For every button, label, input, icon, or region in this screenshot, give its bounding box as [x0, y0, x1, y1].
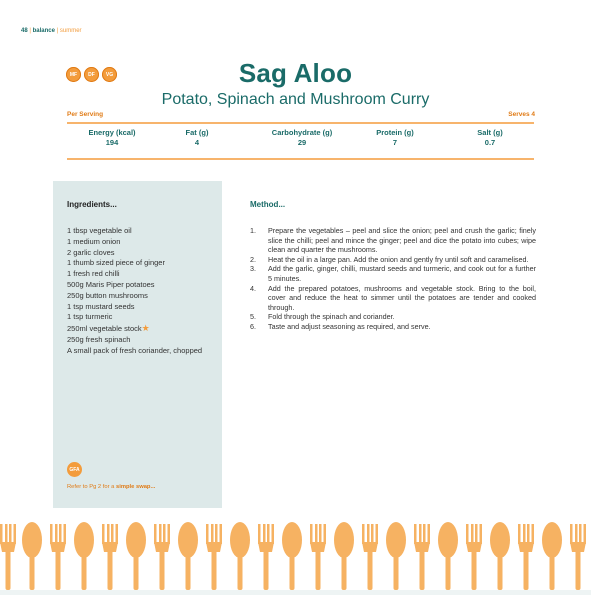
nutrition-label: Fat (g): [185, 128, 209, 137]
spoon-icon: [74, 522, 94, 590]
ingredient-item: 1 fresh red chilli: [67, 269, 120, 279]
step-number: 4.: [250, 283, 256, 293]
fork-icon: [50, 524, 66, 590]
fork-icon: [154, 524, 170, 590]
spoon-icon: [126, 522, 146, 590]
ingredient-item: 1 tsp turmeric: [67, 312, 113, 322]
spoon-icon: [22, 522, 42, 590]
nutrition-label: Salt (g): [477, 128, 503, 137]
fork-icon: [362, 524, 378, 590]
spoon-icon: [438, 522, 458, 590]
ingredient-item: 250g button mushrooms: [67, 290, 148, 300]
method-step: [250, 255, 536, 265]
gluten-free-adaptable-badge: GFA: [67, 462, 82, 477]
step-text: Taste and adjust seasoning as required, and serve.: [268, 321, 431, 331]
ingredient-item: 500g Maris Piper potatoes: [67, 279, 155, 289]
step-text: Fold through the spinach and coriander.: [268, 312, 395, 322]
ingredient-item: 1 tbsp vegetable oil: [67, 226, 132, 235]
running-head: [21, 28, 82, 34]
fork-icon: [518, 524, 534, 590]
fork-icon: [0, 524, 16, 590]
nutrition-value: 29: [297, 138, 307, 147]
fork-icon: [570, 524, 586, 590]
ingredient-item: 2 garlic cloves: [67, 247, 115, 257]
method-step: [250, 226, 536, 255]
step-text: Heat the oil in a large pan. Add the onion and gently fry until soft and caramelised.: [268, 254, 529, 264]
step-text: Prepare the vegetables – peel and slice the onion; peel and crush the garlic; finely slice the chilli; peel and mince the ginger; peel and dice the potato into cubes; wipe clean and quarter the mushrooms.: [268, 226, 536, 255]
ingredient-item: 1 tsp mustard seeds: [67, 301, 135, 311]
step-text: Add the garlic, ginger, chilli, mustard seeds and turmeric, and cook out for a further 5 minutes.: [268, 264, 536, 283]
spoon-icon: [178, 522, 198, 590]
nutrition-fat: [172, 128, 222, 147]
running-head-separator-2: |: [56, 28, 59, 34]
method-step: [250, 322, 536, 332]
nutrition-label: Carbohydrate (g): [271, 128, 333, 137]
spoon-icon: [490, 522, 510, 590]
method-steps: [250, 226, 536, 332]
fork-icon: [310, 524, 326, 590]
spoon-icon: [230, 522, 250, 590]
fork-icon: [206, 524, 222, 590]
recipe-title: Sag Aloo: [238, 58, 353, 88]
spoon-icon: [386, 522, 406, 590]
nutrition-label: Protein (g): [376, 128, 414, 137]
nutrition-salt: [465, 128, 515, 147]
step-number: 6.: [250, 321, 256, 331]
method-step: [250, 312, 536, 322]
swap-note: [67, 484, 155, 490]
subsection-name: summer: [59, 28, 82, 34]
nutrition-top-rule: [67, 122, 534, 124]
ingredient-item-stock: [67, 323, 217, 335]
nutrition-bottom-rule: [67, 158, 534, 160]
per-serving-label: Per Serving: [67, 111, 104, 118]
step-number: 2.: [250, 254, 256, 264]
ingredient-item: 1 medium onion: [67, 236, 121, 246]
swap-note-text: Refer to Pg 2 for a: [67, 484, 115, 490]
nutrition-energy: [77, 128, 147, 147]
ingredients-list: [67, 226, 217, 357]
ingredient-text: 250ml vegetable stock: [67, 324, 142, 334]
fork-icon: [102, 524, 118, 590]
vegan-badge: VG: [102, 67, 117, 82]
section-name: balance: [32, 28, 55, 34]
nutrition-value: 0.7: [484, 138, 496, 147]
nutrition-carbohydrate: [262, 128, 342, 147]
step-number: 1.: [250, 226, 256, 235]
step-number: 3.: [250, 264, 256, 274]
ingredient-item: 1 thumb sized piece of ginger: [67, 258, 165, 268]
method-title: Method...: [250, 200, 286, 209]
spoon-icon: [282, 522, 302, 590]
ingredients-title: Ingredients...: [67, 200, 117, 209]
ingredient-item: 250g fresh spinach: [67, 334, 131, 344]
nutrition-value: 194: [105, 138, 119, 147]
fork-icon: [414, 524, 430, 590]
nutrition-protein: [370, 128, 420, 147]
ingredient-item: A small pack of fresh coriander, chopped: [67, 345, 203, 355]
running-head-separator: |: [29, 28, 31, 34]
step-number: 5.: [250, 312, 256, 322]
fork-icon: [466, 524, 482, 590]
simple-swap-link[interactable]: simple swap...: [116, 484, 156, 490]
method-step: [250, 264, 536, 283]
footer-strip: [0, 590, 591, 595]
step-text: Add the prepared potatoes, mushrooms and vegetable stock. Bring to the boil, cover and reduce the heat to simmer until the potatoes are tender and cooked through.: [268, 283, 536, 312]
cutlery-border: [0, 520, 591, 590]
milk-free-badge: MF: [66, 67, 81, 82]
dairy-free-badge: DF: [84, 67, 99, 82]
page-number: 48: [21, 28, 28, 34]
serves-label: Serves 4: [508, 111, 535, 118]
star-icon: ★: [141, 323, 150, 334]
nutrition-value: 7: [392, 138, 398, 147]
nutrition-value: 4: [194, 138, 200, 147]
nutrition-label: Energy (kcal): [88, 128, 136, 137]
spoon-icon: [542, 522, 562, 590]
spoon-icon: [334, 522, 354, 590]
fork-icon: [258, 524, 274, 590]
method-step: [250, 284, 536, 313]
recipe-subtitle: Potato, Spinach and Mushroom Curry: [161, 91, 430, 108]
